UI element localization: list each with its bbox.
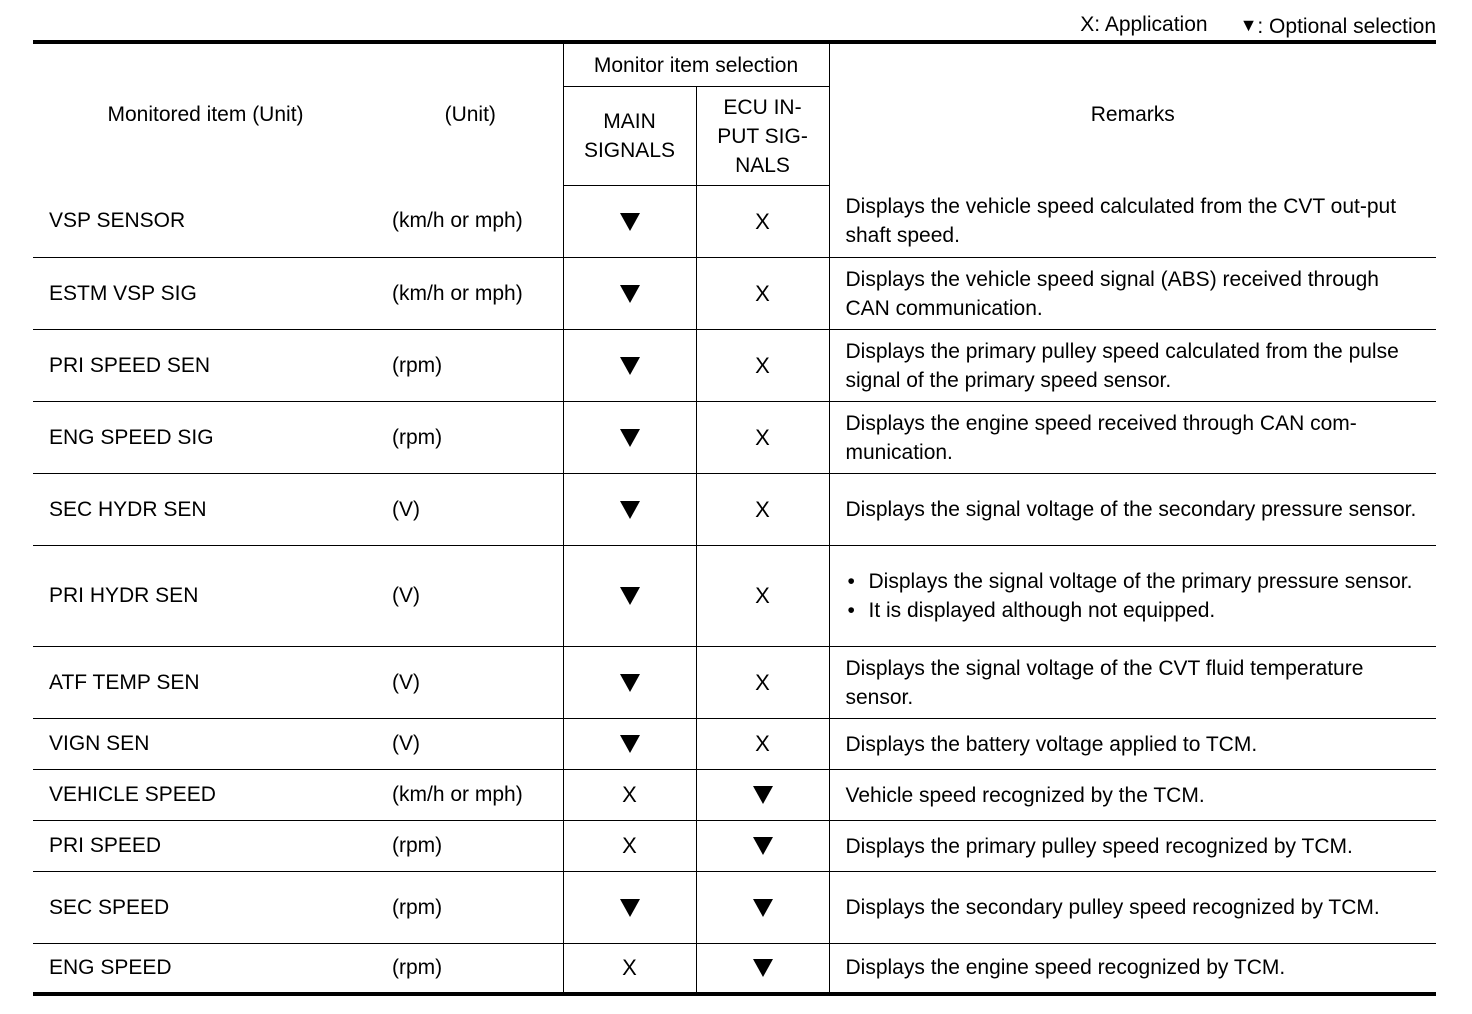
unit: (rpm) [392, 353, 443, 377]
unit: (km/h or mph) [392, 281, 523, 305]
header-main-signals [563, 87, 696, 186]
application-mark: X [755, 669, 770, 695]
optional-selection-icon [620, 899, 640, 917]
ecu-input-signals-mark [696, 821, 829, 872]
table-row [33, 186, 1436, 258]
application-mark: X [755, 280, 770, 306]
main-signals-mark [563, 770, 696, 821]
ecu-input-signals-mark [696, 186, 829, 258]
remarks-list-item: • It is displayed although not equipped. [846, 596, 1427, 625]
header-unit: (Unit) [444, 103, 496, 127]
application-mark: X [755, 424, 770, 450]
monitored-item: VIGN SEN [49, 732, 150, 755]
legend-optional-label: : Optional selection [1257, 15, 1436, 38]
application-mark: X [755, 496, 770, 522]
table-row [33, 474, 1436, 546]
application-mark: X [755, 208, 770, 234]
monitored-item: PRI SPEED SEN [49, 353, 211, 377]
remarks-list [846, 567, 1427, 625]
optional-selection-icon [753, 959, 773, 977]
legend-optional [1240, 12, 1436, 40]
table-row [33, 719, 1436, 770]
table-row [33, 821, 1436, 872]
optional-selection-icon [620, 501, 640, 519]
main-signals-mark [563, 872, 696, 944]
ecu-input-signals-mark [696, 770, 829, 821]
ecu-input-signals-mark [696, 719, 829, 770]
monitored-item: ENG SPEED SIG [49, 425, 214, 449]
remarks-text: Displays the signal voltage of the secondary pressure sensor. [845, 498, 1417, 521]
remarks [829, 719, 1436, 770]
optional-selection-icon [620, 213, 640, 231]
table-row [33, 647, 1436, 719]
remarks [829, 944, 1436, 994]
header-ecu-input-signals-text: ECU IN-PUT SIG-NALS [717, 95, 808, 177]
unit: (km/h or mph) [392, 209, 523, 233]
header-ecu-input-signals [696, 87, 829, 186]
table-row [33, 546, 1436, 647]
application-mark: X [755, 731, 770, 756]
remarks [829, 474, 1436, 546]
remarks [829, 330, 1436, 402]
remarks-text: Displays the engine speed recognized by TCM. [845, 956, 1286, 980]
header-monitored-item: Monitored item (Unit) [107, 103, 304, 127]
unit: (V) [392, 670, 420, 694]
table-row [33, 330, 1436, 402]
remarks-text: Displays the vehicle speed calculated from the CVT out-put shaft speed. [845, 195, 1397, 248]
application-mark: X [755, 352, 770, 378]
optional-selection-icon: ▼ [1239, 15, 1258, 35]
remarks-text: Displays the primary pulley speed calculated from the pulse signal of the primary speed sensor. [845, 339, 1399, 392]
ecu-input-signals-mark [696, 474, 829, 546]
unit: (rpm) [392, 834, 443, 857]
header-remarks: Remarks [829, 42, 1436, 186]
remarks-text: Displays the primary pulley speed recognized by TCM. [845, 834, 1353, 858]
table-row [33, 944, 1436, 994]
application-mark: X [755, 583, 770, 608]
remarks [829, 647, 1436, 719]
main-signals-mark [563, 647, 696, 719]
main-signals-mark [563, 821, 696, 872]
remarks-text: Displays the vehicle speed signal (ABS) received through CAN communication. [845, 267, 1379, 320]
ecu-input-signals-mark [696, 258, 829, 330]
table-header [33, 42, 1436, 186]
monitored-item: SEC SPEED [49, 895, 170, 919]
unit: (V) [392, 584, 420, 607]
monitored-item: ESTM VSP SIG [49, 281, 197, 305]
header-monitor-item-selection: Monitor item selection [563, 42, 829, 87]
ecu-input-signals-mark [696, 944, 829, 994]
optional-selection-icon [753, 837, 773, 855]
main-signals-mark [563, 546, 696, 647]
remarks [829, 546, 1436, 647]
ecu-input-signals-mark [696, 872, 829, 944]
remarks-text: Displays the battery voltage applied to TCM. [845, 732, 1258, 756]
remarks [829, 186, 1436, 258]
main-signals-mark [563, 474, 696, 546]
main-signals-mark [563, 258, 696, 330]
remarks [829, 872, 1436, 944]
ecu-input-signals-mark [696, 546, 829, 647]
ecu-input-signals-mark [696, 647, 829, 719]
remarks-text: Displays the secondary pulley speed recognized by TCM. [845, 896, 1380, 919]
optional-selection-icon [620, 285, 640, 303]
unit: (rpm) [392, 425, 443, 449]
legend-application: X: Application [1080, 13, 1208, 36]
header-main-signals-text: MAIN SIGNALS [583, 110, 676, 162]
optional-selection-icon [620, 587, 640, 605]
table-row [33, 402, 1436, 474]
remarks-text: Displays the signal voltage of the CVT fluid temperature sensor. [845, 656, 1364, 709]
monitored-item: SEC HYDR SEN [49, 497, 207, 521]
monitored-item: ENG SPEED [49, 955, 172, 979]
monitored-item: ATF TEMP SEN [49, 670, 200, 694]
main-signals-mark [563, 944, 696, 994]
unit: (rpm) [392, 955, 443, 979]
unit: (V) [392, 497, 420, 521]
main-signals-mark [563, 330, 696, 402]
optional-selection-icon [753, 899, 773, 917]
remarks-text: Displays the engine speed received through CAN com-munication. [845, 411, 1357, 464]
monitored-item: PRI HYDR SEN [49, 584, 199, 607]
optional-selection-icon [620, 429, 640, 447]
remarks [829, 770, 1436, 821]
optional-selection-icon [620, 674, 640, 692]
monitored-item: VSP SENSOR [49, 209, 186, 233]
remarks [829, 402, 1436, 474]
unit: (V) [392, 732, 420, 755]
ecu-input-signals-mark [696, 330, 829, 402]
main-signals-mark [563, 186, 696, 258]
legend [1080, 12, 1436, 40]
monitored-item: VEHICLE SPEED [49, 783, 216, 806]
remarks [829, 258, 1436, 330]
remarks-list-item: • Displays the signal voltage of the primary pressure sensor. [846, 567, 1427, 596]
unit: (rpm) [392, 895, 443, 919]
application-mark: X [622, 954, 637, 980]
remarks [829, 821, 1436, 872]
ecu-input-signals-mark [696, 402, 829, 474]
optional-selection-icon [620, 357, 640, 375]
monitor-item-table [33, 40, 1436, 996]
optional-selection-icon [620, 735, 640, 753]
table-body [33, 186, 1436, 994]
monitored-item: PRI SPEED [49, 834, 162, 857]
remarks-text: Vehicle speed recognized by the TCM. [845, 783, 1205, 807]
application-mark: X [622, 782, 637, 807]
unit: (km/h or mph) [392, 783, 523, 806]
main-signals-mark [563, 402, 696, 474]
table-row [33, 770, 1436, 821]
optional-selection-icon [753, 786, 773, 804]
table-row [33, 258, 1436, 330]
main-signals-mark [563, 719, 696, 770]
table-row [33, 872, 1436, 944]
application-mark: X [622, 833, 637, 858]
